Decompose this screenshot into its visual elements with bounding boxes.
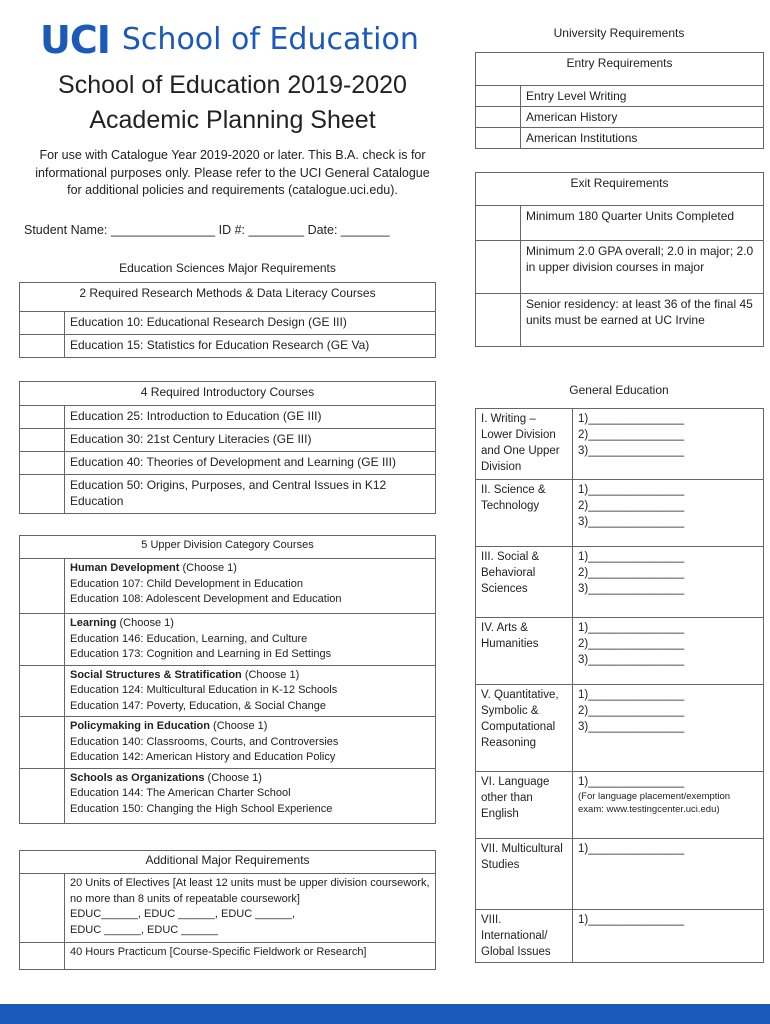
- intro-courses-table: [19, 381, 436, 514]
- research-header: 2 Required Research Methods & Data Literacy Courses: [20, 283, 436, 312]
- checkbox[interactable]: [20, 768, 65, 823]
- additional-header: Additional Major Requirements: [20, 851, 436, 874]
- checkbox[interactable]: [20, 559, 65, 614]
- category-schools-as-organizations: Schools as Organizations (Choose 1) Education 144: The American Charter School Education 150: Changing the High School Experience: [65, 768, 436, 823]
- university-requirements-title: University Requirements: [553, 26, 685, 40]
- requirement-row: Minimum 180 Quarter Units Completed: [521, 206, 764, 241]
- practicum-row: 40 Hours Practicum [Course-Specific Fieldwork or Research]: [65, 943, 436, 970]
- checkbox[interactable]: [20, 614, 65, 666]
- course-row: Education 10: Educational Research Design (GE III): [65, 312, 436, 335]
- ge-label: VII. Multicultural Studies: [476, 839, 573, 910]
- page-title: School of Education 2019-2020 Academic Planning Sheet: [58, 71, 407, 134]
- ge-label: VIII. International/ Global Issues: [476, 910, 573, 963]
- ge-label: VI. Language other than English: [476, 772, 573, 839]
- checkbox[interactable]: [476, 128, 521, 149]
- entry-requirements-table: [475, 52, 764, 149]
- intro-text: For use with Catalogue Year 2019-2020 or later. This B.A. check is for informational purposes only. Please refer to the UCI General Catalogue for additional policies and requirements (catalogue.uci.edu).: [35, 148, 430, 197]
- ge-label: IV. Arts & Humanities: [476, 618, 573, 685]
- language-exam-note: (For language placement/exemption exam: www.testingcenter.uci.edu): [578, 791, 731, 815]
- ge-blanks[interactable]: 1)_______________ 2)_______________ 3)_______________: [573, 618, 764, 685]
- checkbox[interactable]: [20, 665, 65, 717]
- checkbox[interactable]: [20, 335, 65, 358]
- additional-requirements-table: [19, 850, 436, 970]
- ge-blanks[interactable]: 1)_______________ 2)_______________ 3)_______________: [573, 547, 764, 618]
- checkbox[interactable]: [20, 475, 65, 514]
- checkbox[interactable]: [20, 943, 65, 970]
- course-row: Education 40: Theories of Development and Learning (GE III): [65, 452, 436, 475]
- uci-logo: [40, 20, 419, 60]
- ge-blanks[interactable]: 1)_______________ 2)_______________ 3)_______________: [573, 480, 764, 547]
- ge-label: I. Writing – Lower Division and One Upper Division: [476, 409, 573, 480]
- ge-blanks-language[interactable]: 1)_______________ (For language placement/exemption exam: www.testingcenter.uci.edu): [573, 772, 764, 839]
- requirement-row: American Institutions: [521, 128, 764, 149]
- ge-label: II. Science & Technology: [476, 480, 573, 547]
- ge-blanks[interactable]: 1)_______________ 2)_______________ 3)_______________: [573, 685, 764, 772]
- general-education-table: [475, 408, 764, 963]
- footer-bar: [0, 1004, 770, 1024]
- major-requirements-title: Education Sciences Major Requirements: [119, 261, 336, 275]
- student-info-line[interactable]: Student Name: _______________ ID #: ________ Date: _______: [24, 223, 390, 237]
- category-social-structures: Social Structures & Stratification (Choose 1) Education 124: Multicultural Education in K-12 Schools Education 147: Poverty, Education, & Social Change: [65, 665, 436, 717]
- course-row: Education 15: Statistics for Education Research (GE Va): [65, 335, 436, 358]
- course-row: Education 25: Introduction to Education (GE III): [65, 406, 436, 429]
- category-human-development: Human Development (Choose 1) Education 107: Child Development in Education Education 108: Adolescent Development and Education: [65, 559, 436, 614]
- ge-blanks[interactable]: 1)_______________ 2)_______________ 3)_______________: [573, 409, 764, 480]
- ge-label: V. Quantitative, Symbolic & Computational Reasoning: [476, 685, 573, 772]
- logo-uci-text: UCI: [40, 18, 110, 62]
- checkbox[interactable]: [20, 717, 65, 769]
- electives-row: 20 Units of Electives [At least 12 units must be upper division coursework, no more than 8 units of repeatable coursework] EDUC______, EDUC ______, EDUC ______, EDUC ______, EDUC ______: [65, 874, 436, 943]
- checkbox[interactable]: [476, 206, 521, 241]
- checkbox[interactable]: [20, 452, 65, 475]
- exit-header: Exit Requirements: [476, 173, 764, 206]
- checkbox[interactable]: [20, 406, 65, 429]
- checkbox[interactable]: [476, 294, 521, 347]
- ge-blanks[interactable]: 1)_______________: [573, 910, 764, 963]
- checkbox[interactable]: [20, 312, 65, 335]
- requirement-row: Minimum 2.0 GPA overall; 2.0 in major; 2.0 in upper division courses in major: [521, 241, 764, 294]
- checkbox[interactable]: [476, 86, 521, 107]
- course-row: Education 30: 21st Century Literacies (GE III): [65, 429, 436, 452]
- upper-division-header: 5 Upper Division Category Courses: [20, 536, 436, 559]
- checkbox[interactable]: [476, 241, 521, 294]
- requirement-row: Entry Level Writing: [521, 86, 764, 107]
- course-row: Education 50: Origins, Purposes, and Central Issues in K12 Education: [65, 475, 436, 514]
- ge-label: III. Social & Behavioral Sciences: [476, 547, 573, 618]
- category-policymaking: Policymaking in Education (Choose 1) Education 140: Classrooms, Courts, and Controversies Education 142: American History and Education Policy: [65, 717, 436, 769]
- exit-requirements-table: [475, 172, 764, 347]
- ge-blanks[interactable]: 1)_______________: [573, 839, 764, 910]
- upper-division-table: [19, 535, 436, 824]
- checkbox[interactable]: [20, 874, 65, 943]
- checkbox[interactable]: [20, 429, 65, 452]
- requirement-row: Senior residency: at least 36 of the final 45 units must be earned at UC Irvine: [521, 294, 764, 347]
- category-learning: Learning (Choose 1) Education 146: Education, Learning, and Culture Education 173: Cognition and Learning in Ed Settings: [65, 614, 436, 666]
- checkbox[interactable]: [476, 107, 521, 128]
- general-education-title: General Education: [569, 383, 669, 397]
- entry-header: Entry Requirements: [476, 53, 764, 86]
- intro-header: 4 Required Introductory Courses: [20, 382, 436, 406]
- logo-school-text: School of Education: [121, 22, 419, 57]
- requirement-row: American History: [521, 107, 764, 128]
- research-methods-table: [19, 282, 436, 358]
